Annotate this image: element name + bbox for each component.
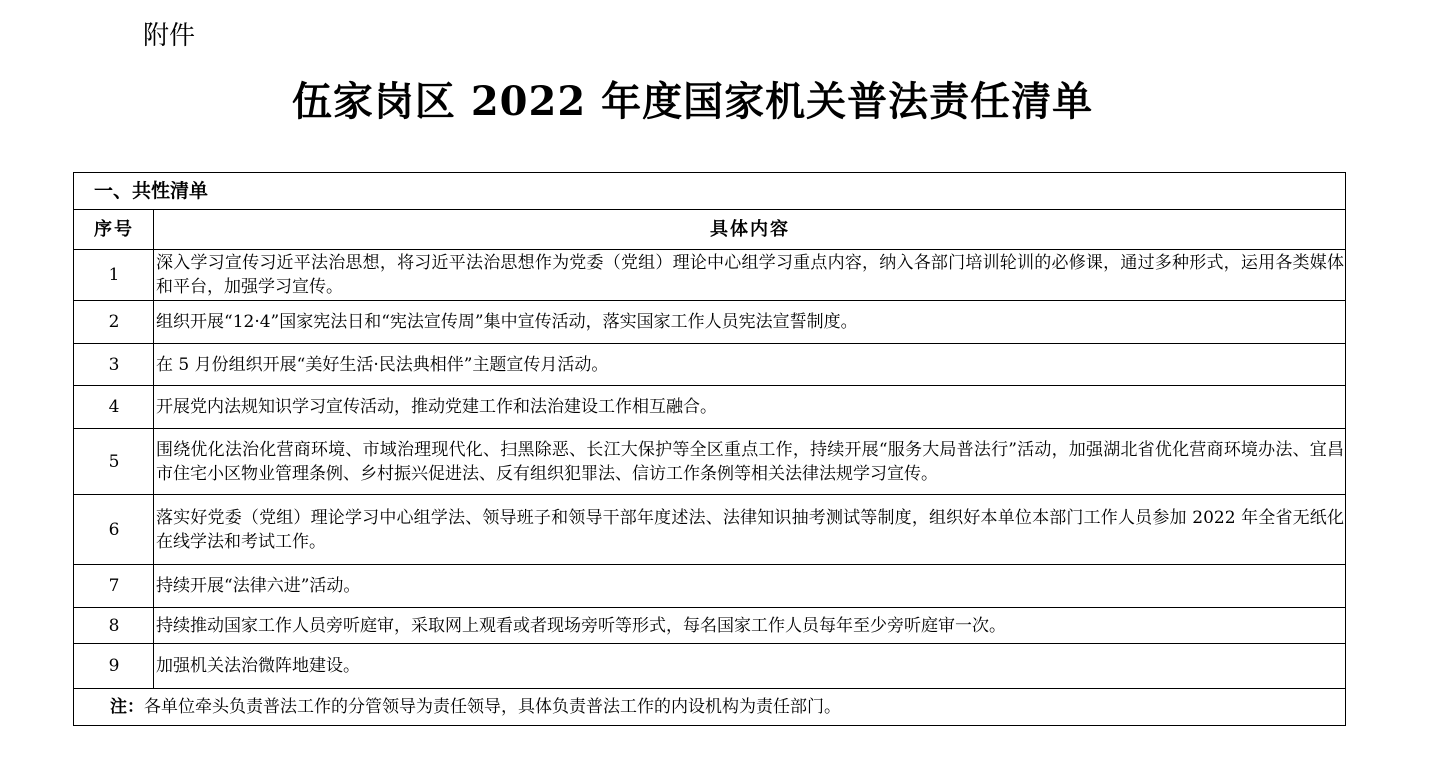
table-row [74, 495, 1346, 565]
row-content: 开展党内法规知识学习宣传活动，推动党建工作和法治建设工作相互融合。 [154, 386, 1346, 429]
row-content: 持续开展“法律六进”活动。 [154, 565, 1346, 608]
table-row [74, 644, 1346, 689]
table-row [74, 608, 1346, 644]
note-row [74, 689, 1346, 726]
note-text: 各单位牵头负责普法工作的分管领导为责任领导，具体负责普法工作的内设机构为责任部门。 [144, 697, 841, 717]
attachment-label: 附件 [143, 21, 196, 51]
section-heading: 一、共性清单 [74, 173, 1346, 210]
header-row [74, 210, 1346, 250]
row-number: 8 [74, 608, 154, 644]
row-number: 9 [74, 644, 154, 689]
row-number: 2 [74, 301, 154, 344]
table-note [74, 689, 1346, 726]
row-content: 持续推动国家工作人员旁听庭审，采取网上观看或者现场旁听等形式，每名国家工作人员每年至少旁听庭审一次。 [154, 608, 1346, 644]
table-row [74, 386, 1346, 429]
row-number: 5 [74, 429, 154, 495]
row-number: 7 [74, 565, 154, 608]
row-number: 4 [74, 386, 154, 429]
document-title: 伍家岗区 2022 年度国家机关普法责任清单 [291, 78, 1094, 125]
column-header-content: 具体内容 [154, 210, 1346, 250]
responsibility-table [73, 172, 1346, 726]
note-label: 注： [110, 697, 144, 717]
table-row [74, 250, 1346, 301]
table-row [74, 301, 1346, 344]
row-number: 6 [74, 495, 154, 565]
table-row [74, 344, 1346, 386]
column-header-seq: 序号 [74, 210, 154, 250]
row-content: 加强机关法治微阵地建设。 [154, 644, 1346, 689]
row-content: 组织开展“12·4”国家宪法日和“宪法宣传周”集中宣传活动，落实国家工作人员宪法宣誓制度。 [154, 301, 1346, 344]
row-content: 围绕优化法治化营商环境、市域治理现代化、扫黑除恶、长江大保护等全区重点工作，持续开展“服务大局普法行”活动，加强湖北省优化营商环境办法、宜昌市住宅小区物业管理条例、乡村振兴促进法、反有组织犯罪法、信访工作条例等相关法律法规学习宣传。 [154, 429, 1346, 495]
row-content: 落实好党委（党组）理论学习中心组学法、领导班子和领导干部年度述法、法律知识抽考测试等制度，组织好本单位本部门工作人员参加 2022 年全省无纸化在线学法和考试工作。 [154, 495, 1346, 565]
row-content: 在 5 月份组织开展“美好生活·民法典相伴”主题宣传月活动。 [154, 344, 1346, 386]
row-number: 3 [74, 344, 154, 386]
row-number: 1 [74, 250, 154, 301]
row-content: 深入学习宣传习近平法治思想，将习近平法治思想作为党委（党组）理论中心组学习重点内容，纳入各部门培训轮训的必修课，通过多种形式，运用各类媒体和平台，加强学习宣传。 [154, 250, 1346, 301]
table-row [74, 429, 1346, 495]
section-row [74, 173, 1346, 210]
table-row [74, 565, 1346, 608]
